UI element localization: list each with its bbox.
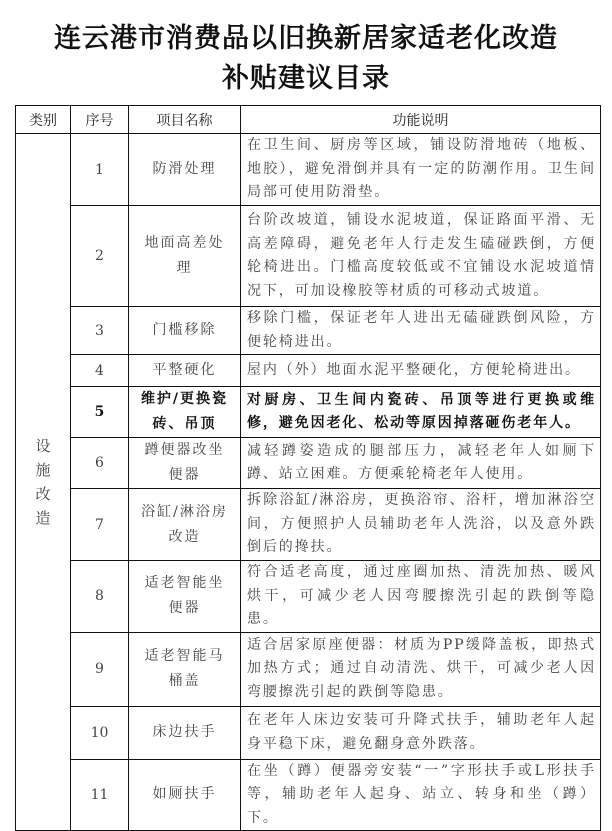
item-description: 符合适老高度，通过座圈加热、清洗加热、暖风烘干，可减少老人因弯腰擦洗引起的跌倒等隐患。 (241, 561, 601, 633)
table-row (16, 632, 601, 706)
row-number: 2 (71, 206, 129, 307)
table-row (16, 438, 601, 489)
item-name: 适老智能马桶盖 (129, 632, 241, 706)
item-description: 在老年人床边安装可升降式扶手，辅助老年人起身平稳下床，避免翻身意外跌落。 (241, 706, 601, 759)
item-name: 维护/更换瓷砖、吊顶 (129, 387, 241, 438)
row-number: 9 (71, 632, 129, 706)
item-description: 对厨房、卫生间内瓷砖、吊顶等进行更换或维修，避免因老化、松动等原因掉落砸伤老年人。 (241, 387, 601, 438)
table-row (16, 759, 601, 831)
row-number: 8 (71, 561, 129, 633)
item-description: 台阶改坡道，铺设水泥坡道，保证路面平滑、无高差障碍，避免老年人行走发生磕碰跌倒，方便轮椅进出。门槛高度较低或不宜铺设水泥坡道情况下，可加设橡胶等材质的可移动式坡道。 (241, 206, 601, 307)
document-title-line2: 补贴建议目录 (222, 63, 390, 94)
table-row (16, 387, 601, 438)
item-name: 门槛移除 (129, 307, 241, 355)
item-description: 在卫生间、厨房等区域，铺设防滑地砖（地板、地胶），避免滑倒并具有一定的防潮作用。卫生间局部可使用防滑垫。 (241, 134, 601, 206)
item-name: 地面高差处理 (129, 206, 241, 307)
header-category: 类别 (16, 106, 71, 134)
header-number: 序号 (71, 106, 129, 134)
row-number: 5 (71, 387, 129, 438)
table-row (16, 134, 601, 206)
row-number: 6 (71, 438, 129, 489)
table-row (16, 307, 601, 355)
item-name: 防滑处理 (129, 134, 241, 206)
table-header-row (16, 106, 601, 134)
header-description: 功能说明 (241, 106, 601, 134)
header-item-name: 项目名称 (129, 106, 241, 134)
row-number: 1 (71, 134, 129, 206)
row-number: 7 (71, 489, 129, 561)
category-label: 设施改造 (35, 437, 51, 527)
table-row (16, 206, 601, 307)
row-number: 3 (71, 307, 129, 355)
row-number: 4 (71, 355, 129, 387)
item-description: 移除门槛，保证老年人进出无磕碰跌倒风险，方便轮椅进出。 (241, 307, 601, 355)
item-description: 在坐（蹲）便器旁安装“一”字形扶手或L形扶手等，辅助老年人起身、站立、转身和坐（蹲）下。 (241, 759, 601, 831)
item-description: 减轻蹲姿造成的腿部压力，减轻老年人如厕下蹲、站立困难。方便乘轮椅老年人使用。 (241, 438, 601, 489)
item-name: 适老智能坐便器 (129, 561, 241, 633)
item-name: 床边扶手 (129, 706, 241, 759)
table-row (16, 355, 601, 387)
row-number: 11 (71, 759, 129, 831)
category-cell (16, 134, 71, 831)
table-row (16, 561, 601, 633)
item-description: 屋内（外）地面水泥平整硬化，方便轮椅进出。 (241, 355, 601, 387)
document-title-line1: 连云港市消费品以旧换新居家适老化改造 (54, 23, 558, 54)
subsidy-table (15, 105, 601, 831)
item-name: 如厕扶手 (129, 759, 241, 831)
item-description: 适合居家原座便器：材质为PP缓降盖板，即热式加热方式；通过自动清洗、烘干，可减少老人因弯腰擦洗引起的跌倒等隐患。 (241, 632, 601, 706)
item-description: 拆除浴缸/淋浴房，更换浴帘、浴杆，增加淋浴空间，方便照护人员辅助老年人洗浴，以及意外跌倒后的搀扶。 (241, 489, 601, 561)
table-row (16, 706, 601, 759)
item-name: 平整硬化 (129, 355, 241, 387)
row-number: 10 (71, 706, 129, 759)
table-row (16, 489, 601, 561)
item-name: 蹲便器改坐便器 (129, 438, 241, 489)
item-name: 浴缸/淋浴房改造 (129, 489, 241, 561)
